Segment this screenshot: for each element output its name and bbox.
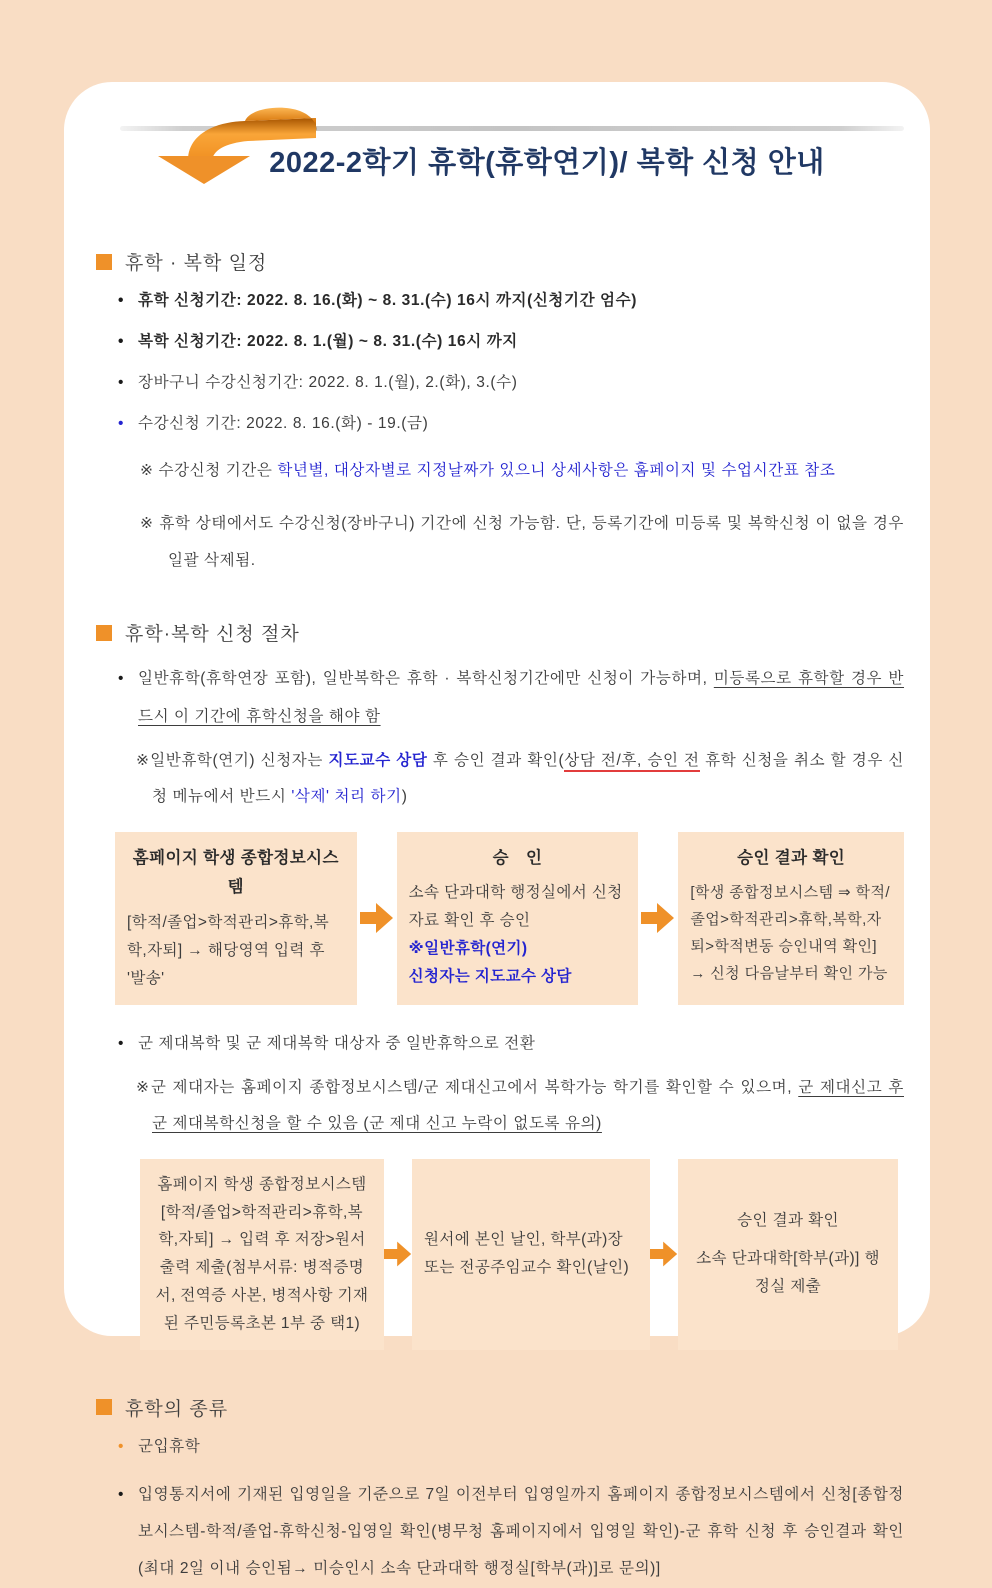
section-leave-types-heading: 휴학의 종류 xyxy=(125,1398,229,1420)
section-procedure-heading: 휴학·복학 신청 절차 xyxy=(125,624,300,646)
arrow-right-icon xyxy=(360,901,394,935)
note-text: ※ 수강신청 기간은 xyxy=(140,462,278,480)
leave-type-label: 군입휴학 xyxy=(138,1437,201,1455)
schedule-note-1 xyxy=(140,453,904,489)
arrow-right-icon xyxy=(384,1237,412,1271)
list-item xyxy=(96,412,904,436)
schedule-cart-period: 장바구니 수강신청기간: 2022. 8. 1.(월), 2.(화), 3.(수) xyxy=(138,374,518,392)
flow-step-stamp xyxy=(412,1159,650,1350)
list-item xyxy=(96,330,904,354)
header xyxy=(64,82,930,214)
procedure-bullet-2 xyxy=(96,1025,904,1062)
arrow-right-icon xyxy=(650,1237,678,1271)
flow-step-note-blue: ※일반휴학(연기) xyxy=(408,940,528,958)
note-text-underlined: 군 제대신고 후 군 제대복학신청을 할 수 있음 (군 제대 신고 누락이 없도록 유의) xyxy=(152,1078,904,1133)
note-text: 휴학 신청을 취소 할 경우 신청 메뉴에서 반드시 xyxy=(152,751,904,806)
red-underlined-text: 상담 전/후, 승인 전 xyxy=(564,752,699,772)
flow-step-print-submit xyxy=(140,1159,384,1350)
flow-step-body: 원서에 본인 날인, 학부(과)장 또는 전공주임교수 확인(날인) xyxy=(424,1231,630,1277)
flow-step-body: 소속 단과대학 행정실에서 신청 자료 확인 후 승인 xyxy=(408,884,623,930)
advisor-consult-highlight: 지도교수 상담 xyxy=(328,751,428,769)
flow-step-body: [학생 종합정보시스템 ⇒ 학적/졸업>학적관리>휴학,복학,자퇴>학적변동 승인내역 확인] → 신청 다음날부터 확인 가능 xyxy=(690,884,890,983)
list-item xyxy=(96,289,904,313)
page-title: 2022-2학기 휴학(휴학연기)/ 복학 신청 안내 xyxy=(269,147,825,179)
flow-step-body: [학적/졸업>학적관리>휴학,복학,자퇴] → 해당영역 입력 후 '발송' xyxy=(127,913,330,987)
procedure-bullet-1 xyxy=(96,660,904,734)
flow-step-body: 승인 결과 확인 xyxy=(737,1212,839,1230)
arrow-right-icon xyxy=(641,901,675,935)
delete-action-highlight: '삭제' 처리 하기 xyxy=(291,788,402,806)
procedure-note-2 xyxy=(136,1070,904,1143)
section-schedule-heading: 휴학 · 복학 일정 xyxy=(125,253,268,274)
procedure-flow-military xyxy=(140,1159,904,1350)
flow-step-final-submit xyxy=(678,1159,898,1350)
section-leave-types xyxy=(96,1394,904,1421)
note-text: 후 승인 결과 확인( xyxy=(427,751,565,769)
schedule-course-period: 수강신청 기간: 2022. 8. 16.(화) - 19.(금) xyxy=(138,415,429,433)
flow-step-check-result xyxy=(678,832,904,1005)
section-schedule xyxy=(96,248,904,275)
flow-step-title: 홈페이지 학생 종합정보시스템 xyxy=(132,848,339,897)
schedule-leave-period: 휴학 신청기간: 2022. 8. 16.(화) ~ 8. 31.(수) 16시 까지(신청기간 엄수) xyxy=(138,292,637,309)
schedule-return-period: 복학 신청기간: 2022. 8. 1.(월) ~ 8. 31.(수) 16시 까지 xyxy=(138,333,518,351)
flow-step-body: 홈페이지 학생 종합정보시스템[학적/졸업>학적관리>휴학,복학,자퇴] → 입력 후 저장>원서출력 제출(첨부서류: 병적증명서, 전역증 사본, 병적사항 기재된 주민등록초본 1부 중 택1) xyxy=(155,1175,369,1333)
flow-step-title: 승 인 xyxy=(492,848,543,867)
content xyxy=(64,248,930,1588)
flow-step-apply xyxy=(115,832,357,1005)
note-text-blue: 학년별, 대상자별로 지정날짜가 있으니 상세사항은 홈페이지 및 수업시간표 참조 xyxy=(277,462,836,480)
notice-card xyxy=(64,82,930,1578)
flow-step-title: 승인 결과 확인 xyxy=(737,848,846,867)
leave-type-detail-text: 입영통지서에 기재된 입영일을 기준으로 7일 이전부터 입영일까지 홈페이지 종합정보시스템에서 신청[종합정보시스템-학적/졸업-휴학신청-입영일 확인(병무청 홈페이지에서 입영일 확인)-군 휴학 신청 후 승인결과 확인(최대 2일 이내 승인됨→ 미승인시 소속 단과대학 행정실[학부(과)]로 문의)] xyxy=(138,1485,904,1578)
procedure-text: 군 제대복학 및 군 제대복학 대상자 중 일반휴학으로 전환 xyxy=(138,1034,536,1052)
procedure-text-underlined: 미등록으로 휴학할 경우 반드시 이 기간에 휴학신청을 해야 함 xyxy=(138,670,905,725)
leave-type-military xyxy=(96,1435,904,1459)
procedure-note-1 xyxy=(136,743,904,816)
section-bullet-icon xyxy=(96,254,112,270)
flow-step-body: 소속 단과대학[학부(과)] 행정실 제출 xyxy=(696,1250,880,1296)
section-bullet-icon xyxy=(96,625,112,641)
section-bullet-icon xyxy=(96,1399,112,1415)
section-procedure xyxy=(96,619,904,646)
schedule-note-2 xyxy=(140,506,904,579)
procedure-text: 일반휴학(휴학연장 포함), 일반복학은 휴학 · 복학신청기간에만 신청이 가능하며, xyxy=(138,670,714,688)
note-text: ※일반휴학(연기) 신청자는 xyxy=(136,751,329,769)
flow-step-approve xyxy=(397,832,639,1005)
leave-type-military-detail xyxy=(96,1476,904,1588)
flow-step-note-blue: 신청자는 지도교수 상담 xyxy=(408,967,572,985)
procedure-flow-online xyxy=(115,832,904,1005)
note-text: ) xyxy=(401,788,408,806)
note-text: ※ 휴학 상태에서도 수강신청(장바구니) 기간에 신청 가능함. 단, 등록기간에 미등록 및 복학신청 이 없을 경우 일괄 삭제됨. xyxy=(140,515,904,569)
note-text: ※군 제대자는 홈페이지 종합정보시스템/군 제대신고에서 복학가능 학기를 확인할 수 있으며, xyxy=(136,1078,799,1096)
list-item xyxy=(96,371,904,395)
